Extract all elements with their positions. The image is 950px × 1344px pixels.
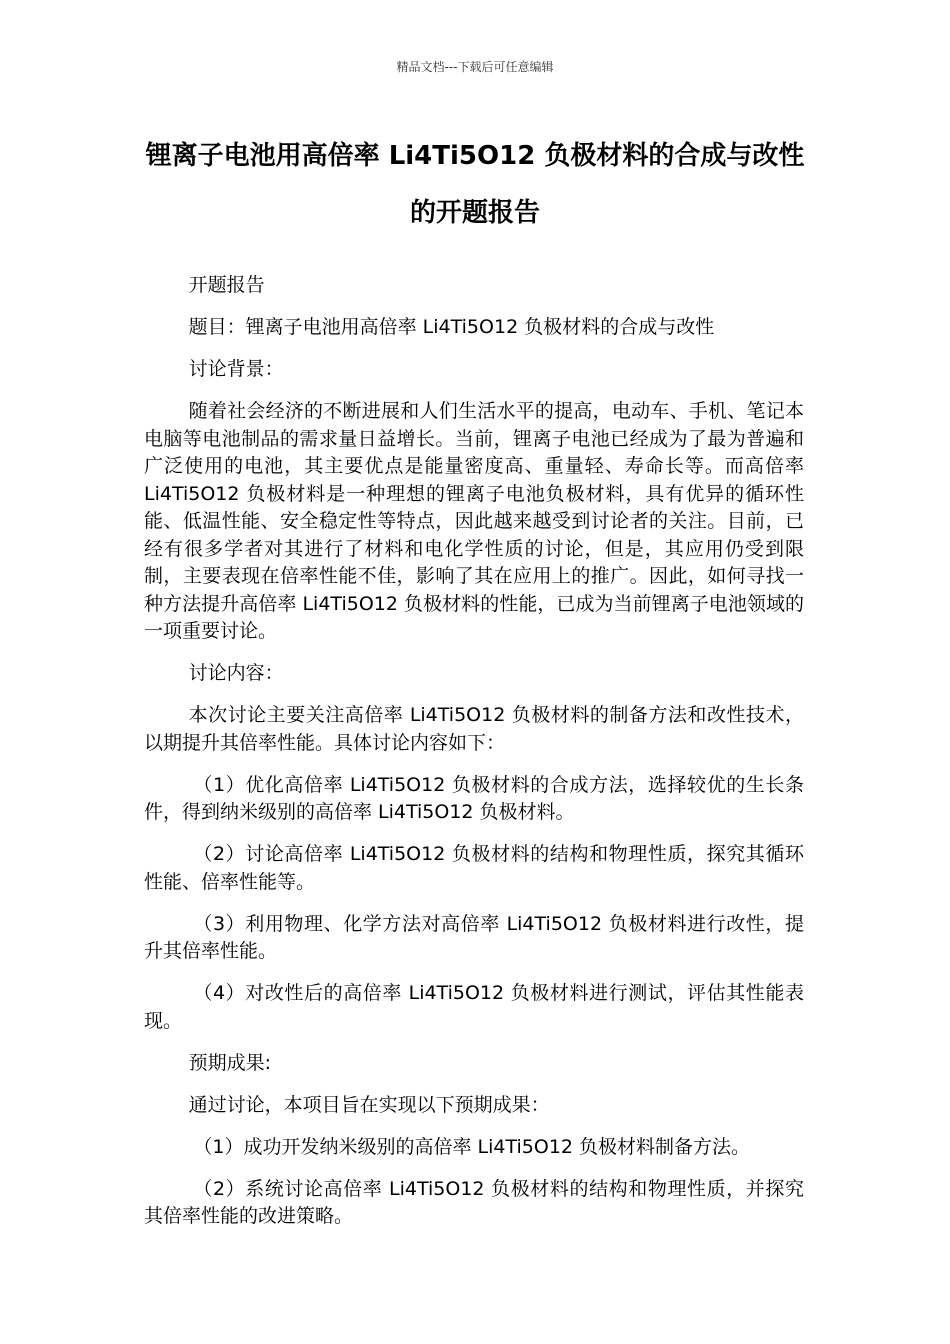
result-item-1: （1）成功开发纳米级别的高倍率 Li4Ti5O12 负极材料制备方法。 [193,1135,751,1158]
content-intro-paragraph: 本次讨论主要关注高倍率 Li4Ti5O12 负极材料的制备方法和改性技术，以期提升其倍率性能。具体讨论内容如下： [144,704,804,754]
document-title: 锂离子电池用高倍率 Li4Ti5O12 负极材料的合成与改性的开题报告 [145,141,805,228]
result-item-2: （2）系统讨论高倍率 Li4Ti5O12 负极材料的结构和物理性质，并探究其倍率性能的改进策略。 [144,1177,804,1227]
results-intro-paragraph: 通过讨论，本项目旨在实现以下预期成果： [188,1093,550,1116]
content-item-4: （4）对改性后的高倍率 Li4Ti5O12 负极材料进行测试，评估其性能表现。 [144,982,804,1032]
page-header: 精品文档---下载后可任意编辑 [396,60,554,74]
topic-line: 题目：锂离子电池用高倍率 Li4Ti5O12 负极材料的合成与改性 [188,316,715,338]
content-item-3: （3）利用物理、化学方法对高倍率 Li4Ti5O12 负极材料进行改性，提升其倍率性能。 [144,912,804,962]
content-item-2: （2）讨论高倍率 Li4Ti5O12 负极材料的结构和物理性质，探究其循环性能、倍率性能等。 [144,843,804,893]
content-item-1: （1）优化高倍率 Li4Ti5O12 负极材料的合成方法，选择较优的生长条件，得到纳米级别的高倍率 Li4Ti5O12 负极材料。 [144,773,804,823]
document-body [144,272,804,1245]
section-heading-results: 预期成果: [188,1051,272,1074]
section-heading-background: 讨论背景： [188,358,284,380]
background-paragraph: 随着社会经济的不断进展和人们生活水平的提高，电动车、手机、笔记本电脑等电池制品的需求量日益增长。当前，锂离子电池已经成为了最为普遍和广泛使用的电池，其主要优点是能量密度高、重量轻、寿命长等。而高倍率 Li4Ti5O12 负极材料是一种理想的锂离子电池负极材料，具有优异的循环性能、低温性能、安全稳定性等特点，因此越来越受到讨论者的关注。目前，已经有很多学者对其进行了材料和电化学性质的讨论，但是，其应用仍受到限制，主要表现在倍率性能不佳，影响了其在应用上的推广。因此，如何寻找一种方法提升高倍率 Li4Ti5O12 负极材料的性能，已成为当前锂离子电池领域的一项重要讨论。 [144,400,804,642]
section-label-report: 开题报告 [188,274,265,296]
section-heading-content: 讨论内容： [188,662,284,684]
